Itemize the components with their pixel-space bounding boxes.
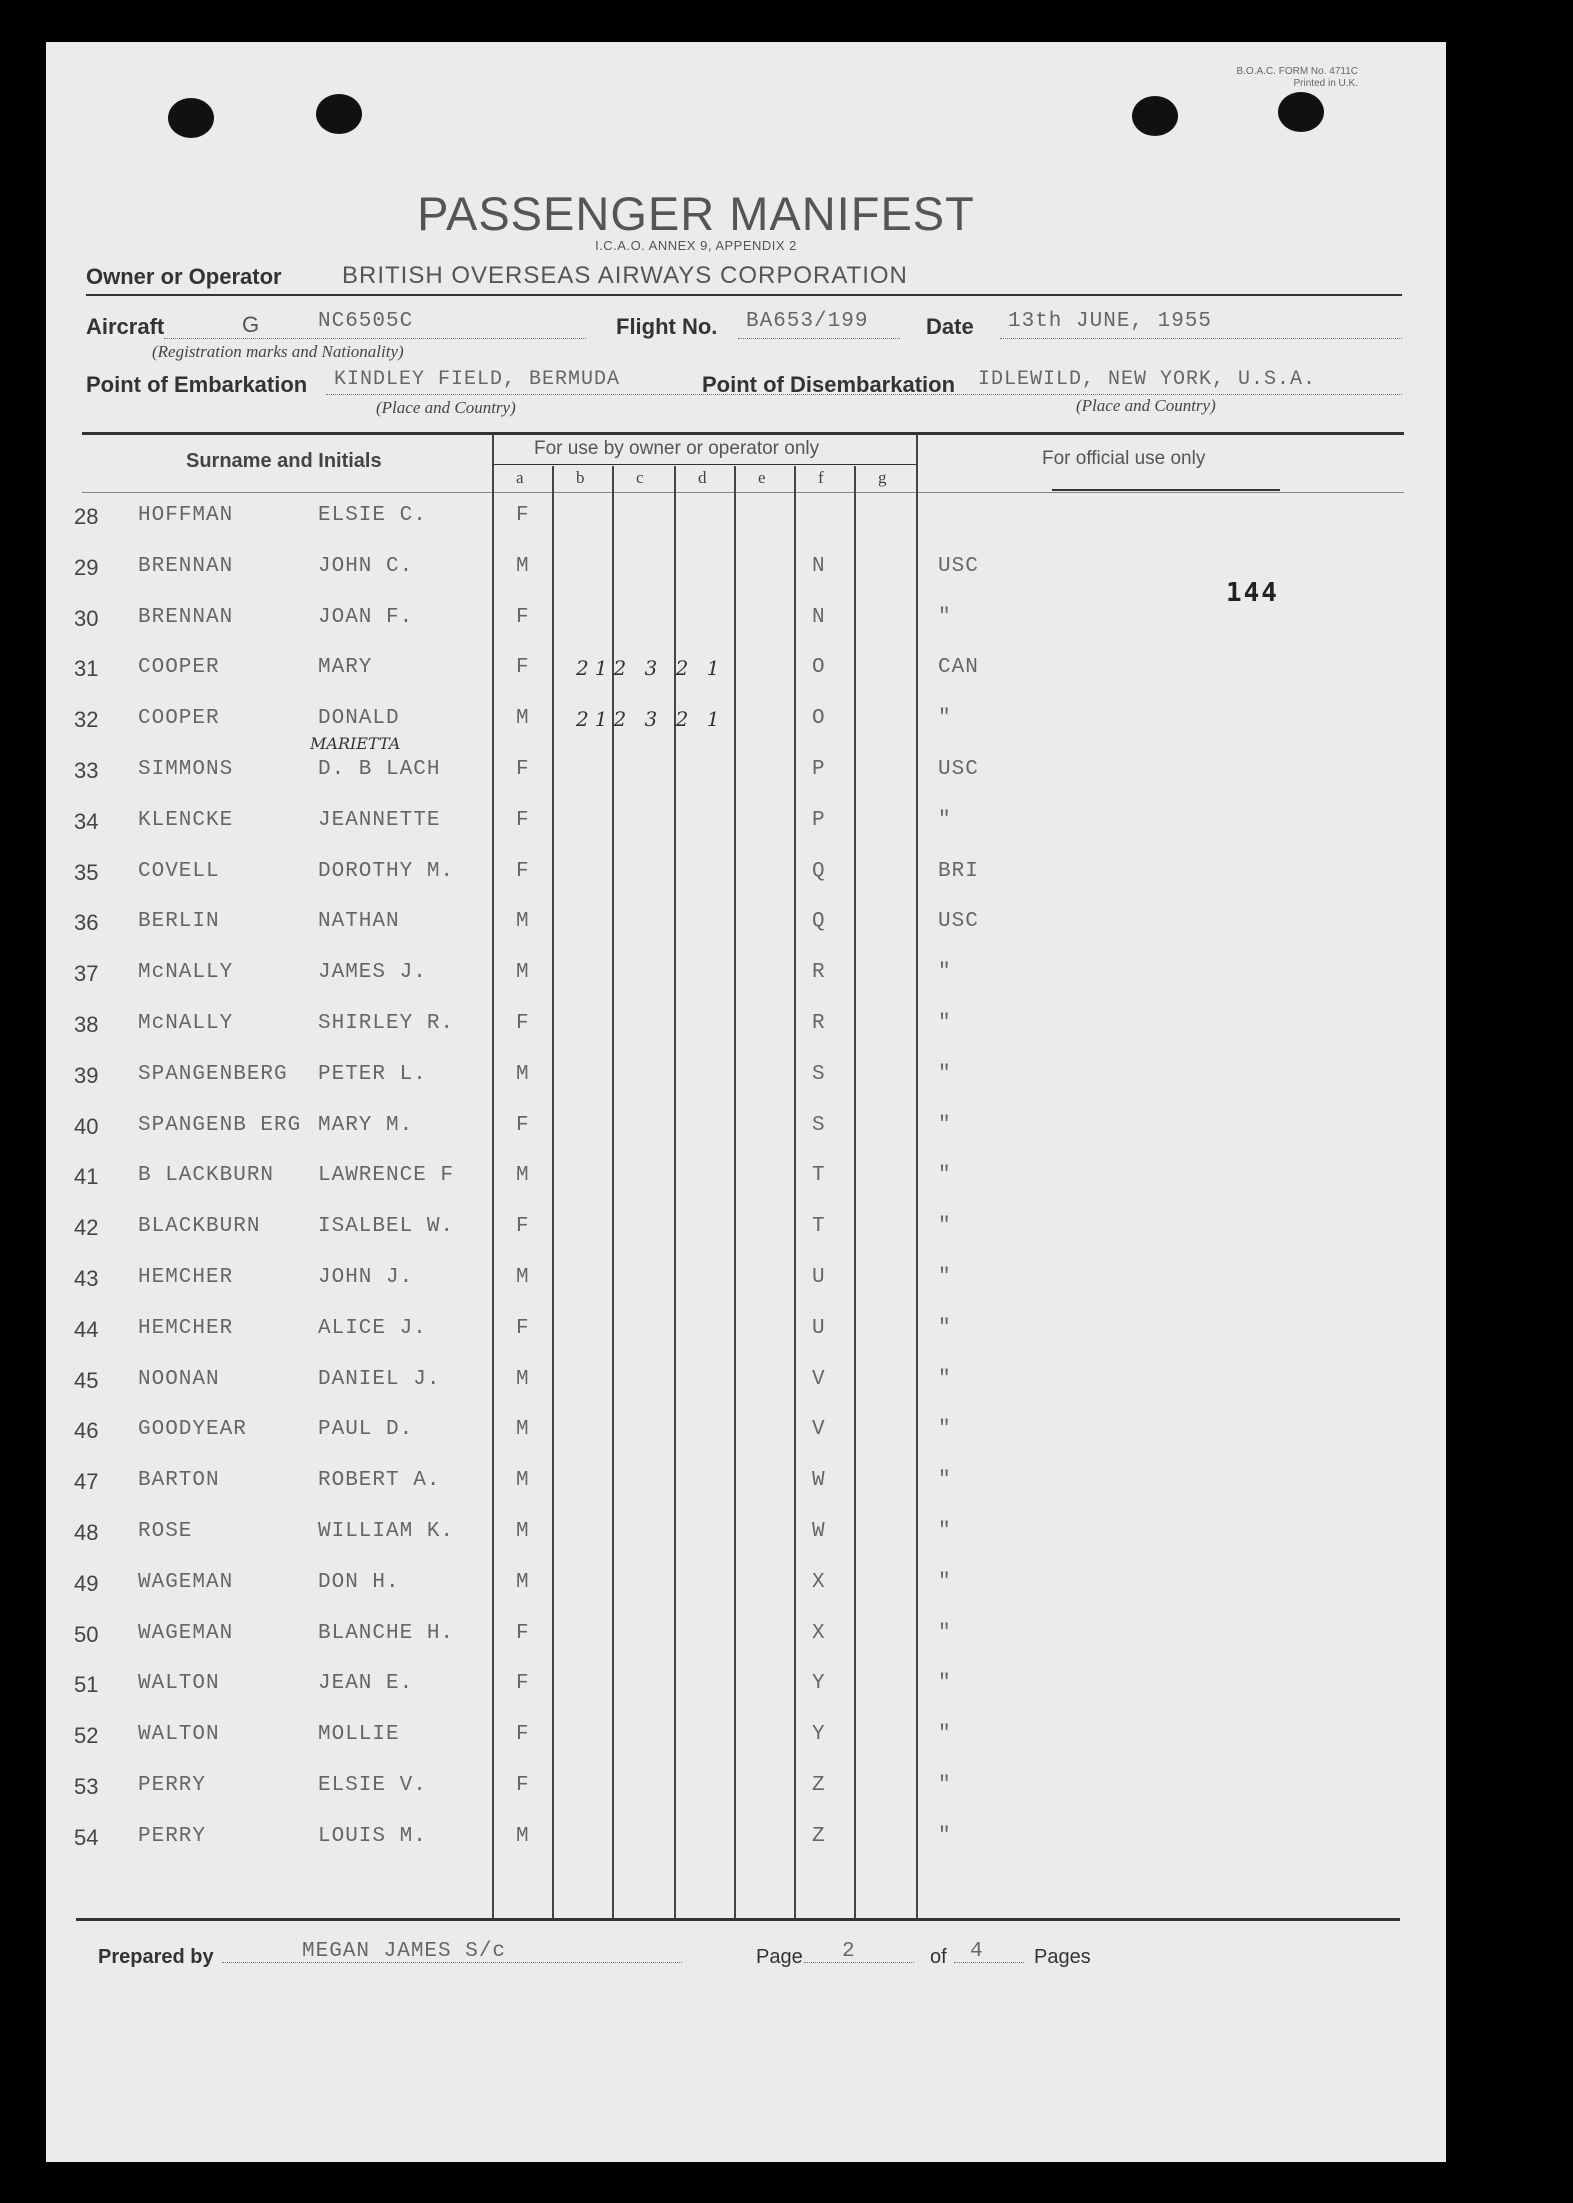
official-nationality: ": [938, 1672, 952, 1696]
col-owner-header: For use by owner or operator only: [534, 438, 820, 459]
passenger-code: W: [812, 1520, 826, 1543]
passenger-surname: BRENNAN: [138, 605, 234, 629]
passenger-sex: M: [516, 554, 530, 578]
passenger-initials: JEAN E.: [318, 1672, 414, 1696]
row-number: 45: [74, 1367, 99, 1393]
passenger-initials: JAMES J.: [318, 961, 427, 985]
passenger-initials: PAUL D.: [318, 1418, 414, 1442]
official-underline: [1052, 489, 1280, 491]
subcol-header-b: b: [576, 468, 585, 487]
official-nationality: USC: [938, 758, 979, 781]
passenger-initials: JOHN C.: [318, 554, 414, 578]
passenger-surname: COOPER: [138, 656, 220, 680]
passenger-sex: F: [516, 1774, 530, 1797]
passenger-initials: ROBERT A.: [318, 1469, 441, 1493]
passenger-code: X: [812, 1621, 826, 1645]
passenger-code: O: [812, 656, 826, 680]
row-number: 44: [74, 1316, 99, 1342]
passenger-surname: HEMCHER: [138, 1266, 234, 1289]
col-surname-header: Surname and Initials: [186, 450, 382, 472]
column-line: [674, 466, 676, 1918]
passenger-code: T: [812, 1215, 826, 1239]
passenger-initials: JEANNETTE: [318, 808, 441, 832]
passenger-code: S: [812, 1113, 826, 1137]
official-nationality: USC: [938, 554, 979, 578]
passenger-sex: F: [516, 656, 530, 680]
passenger-initials: JOHN J.: [318, 1266, 414, 1289]
passenger-surname: NOONAN: [138, 1367, 220, 1391]
official-nationality: ": [938, 1215, 952, 1239]
passenger-initials: DONALD: [318, 707, 400, 731]
row-number: 36: [74, 910, 99, 936]
row-number: 49: [74, 1570, 99, 1596]
header-bottom-rule: [82, 492, 1404, 493]
row-number: 40: [74, 1113, 99, 1139]
passenger-surname: COOPER: [138, 707, 220, 731]
passenger-surname: BERLIN: [138, 910, 220, 934]
row-number: 52: [74, 1723, 99, 1749]
passenger-surname: BLACKBURN: [138, 1215, 261, 1239]
passenger-initials: JOAN F.: [318, 605, 414, 629]
form-reference: [1236, 66, 1358, 90]
owner-label: Owner or Operator: [86, 264, 282, 289]
passenger-initials: BLANCHE H.: [318, 1621, 455, 1645]
passenger-sex: F: [516, 859, 530, 883]
passenger-code: Z: [812, 1824, 826, 1848]
official-nationality: ": [938, 605, 952, 629]
passenger-surname: KLENCKE: [138, 808, 234, 832]
subcol-header-g: g: [878, 468, 887, 487]
passenger-sex: F: [516, 1012, 530, 1035]
date-label: Date: [926, 314, 974, 339]
passenger-code: N: [812, 554, 826, 578]
passenger-surname: ROSE: [138, 1520, 193, 1543]
official-nationality: ": [938, 1367, 952, 1391]
row-number: 50: [74, 1621, 99, 1647]
passenger-code: Q: [812, 859, 826, 883]
passenger-surname: WAGEMAN: [138, 1570, 234, 1594]
passenger-surname: SPANGENBERG: [138, 1062, 288, 1086]
disembark-value: IDLEWILD, NEW YORK, U.S.A.: [978, 368, 1317, 391]
passenger-initials: ELSIE V.: [318, 1774, 427, 1797]
total-underline: [954, 1962, 1024, 1963]
passenger-sex: F: [516, 1723, 530, 1747]
passenger-initials: ISALBEL W.: [318, 1215, 455, 1239]
passenger-sex: F: [516, 1215, 530, 1239]
passenger-sex: M: [516, 1570, 530, 1594]
passenger-code: P: [812, 808, 826, 832]
official-nationality: ": [938, 1164, 952, 1188]
passenger-initials: DON H.: [318, 1570, 400, 1594]
passenger-surname: HEMCHER: [138, 1316, 234, 1340]
form-number: B.O.A.C. FORM No. 4711C: [1236, 66, 1358, 77]
aircraft-prefix: G: [242, 312, 261, 337]
page-label: Page: [756, 1946, 803, 1968]
punch-hole: [1278, 92, 1324, 132]
passenger-sex: F: [516, 808, 530, 832]
embark-value: KINDLEY FIELD, BERMUDA: [334, 368, 621, 391]
passenger-sex: M: [516, 1824, 530, 1848]
column-line: [492, 434, 494, 1918]
row-number: 37: [74, 961, 99, 987]
passenger-surname: McNALLY: [138, 1012, 234, 1035]
page-underline: [804, 1962, 914, 1963]
table-bottom-rule: [76, 1918, 1400, 1921]
passenger-code: Y: [812, 1723, 826, 1747]
passenger-code: R: [812, 961, 826, 985]
passenger-surname: WAGEMAN: [138, 1621, 234, 1645]
prepared-value: MEGAN JAMES S/c: [302, 1940, 507, 1963]
row-number: 31: [74, 656, 99, 682]
passenger-surname: BARTON: [138, 1469, 220, 1493]
official-nationality: ": [938, 707, 952, 731]
passenger-initials: PETER L.: [318, 1062, 427, 1086]
passenger-code: X: [812, 1570, 826, 1594]
official-nationality: ": [938, 1266, 952, 1289]
row-number: 32: [74, 707, 99, 733]
official-nationality: BRI: [938, 859, 979, 883]
handwritten-code: 212 3 2 1: [576, 656, 726, 681]
passenger-initials: ELSIE C.: [318, 504, 427, 527]
passenger-initials: NATHAN: [318, 910, 400, 934]
passenger-code: N: [812, 605, 826, 629]
flight-underline: [738, 338, 900, 339]
punch-hole: [1132, 96, 1178, 136]
row-number: 41: [74, 1164, 99, 1190]
punch-hole: [316, 94, 362, 134]
divider: [86, 294, 1402, 296]
passenger-surname: BRENNAN: [138, 554, 234, 578]
passenger-surname: GOODYEAR: [138, 1418, 247, 1442]
official-nationality: ": [938, 1316, 952, 1340]
official-nationality: ": [938, 1469, 952, 1493]
row-number: 43: [74, 1266, 99, 1291]
official-nationality: ": [938, 1520, 952, 1543]
passenger-sex: M: [516, 961, 530, 985]
passenger-sex: M: [516, 1418, 530, 1442]
handwritten-code: 212 3 2 1: [576, 707, 726, 732]
passenger-code: W: [812, 1469, 826, 1493]
passenger-code: T: [812, 1164, 826, 1188]
passenger-code: Q: [812, 910, 826, 934]
official-nationality: ": [938, 1113, 952, 1137]
annotation-marietta: MARIETTA: [310, 734, 401, 753]
passenger-initials: MARY M.: [318, 1113, 414, 1137]
page-subtitle: I.C.A.O. ANNEX 9, APPENDIX 2: [595, 238, 797, 253]
of-label: of: [930, 1946, 947, 1968]
official-nationality: ": [938, 808, 952, 832]
passenger-code: Z: [812, 1774, 826, 1797]
column-line: [854, 466, 856, 1918]
passenger-surname: B LACKBURN: [138, 1164, 275, 1188]
passenger-surname: COVELL: [138, 859, 220, 883]
official-nationality: USC: [938, 910, 979, 934]
official-nationality: ": [938, 1824, 952, 1848]
passenger-surname: SIMMONS: [138, 758, 234, 781]
row-number: 53: [74, 1774, 99, 1799]
passenger-sex: F: [516, 1672, 530, 1696]
passenger-sex: F: [516, 1316, 530, 1340]
passenger-sex: M: [516, 1062, 530, 1086]
passenger-code: U: [812, 1316, 826, 1340]
passenger-initials: D. B LACH: [318, 758, 441, 781]
subcol-rule: [492, 464, 918, 465]
subcol-header-c: c: [636, 468, 644, 487]
passenger-initials: DANIEL J.: [318, 1367, 441, 1391]
passenger-surname: PERRY: [138, 1774, 207, 1797]
row-number: 54: [74, 1824, 99, 1850]
row-number: 51: [74, 1672, 99, 1698]
flight-label: Flight No.: [616, 314, 718, 339]
disembark-label: Point of Disembarkation: [702, 372, 956, 397]
passenger-initials: ALICE J.: [318, 1316, 427, 1340]
flight-value: BA653/199: [746, 310, 869, 333]
embark-label: Point of Embarkation: [86, 372, 308, 397]
passenger-code: V: [812, 1367, 826, 1391]
passenger-sex: M: [516, 1266, 530, 1289]
official-nationality: ": [938, 1418, 952, 1442]
official-nationality: ": [938, 1570, 952, 1594]
passenger-sex: M: [516, 1469, 530, 1493]
official-nationality: CAN: [938, 656, 979, 680]
pages-label: Pages: [1034, 1946, 1091, 1968]
passenger-sex: F: [516, 504, 530, 527]
official-nationality: ": [938, 961, 952, 985]
column-line: [552, 466, 554, 1918]
passenger-sex: F: [516, 1621, 530, 1645]
passenger-sex: F: [516, 605, 530, 629]
row-number: 47: [74, 1469, 99, 1495]
subcol-header-e: e: [758, 468, 766, 487]
embark-note: (Place and Country): [376, 398, 516, 417]
punch-hole: [168, 98, 214, 138]
subcol-header-d: d: [698, 468, 707, 487]
passenger-surname: WALTON: [138, 1672, 220, 1696]
row-number: 42: [74, 1215, 99, 1241]
form-printed: Printed in U.K.: [1293, 78, 1358, 89]
official-nationality: ": [938, 1621, 952, 1645]
passenger-code: Y: [812, 1672, 826, 1696]
row-number: 29: [74, 554, 99, 580]
aircraft-note: (Registration marks and Nationality): [152, 342, 404, 361]
official-mark: 144: [1226, 578, 1279, 608]
manifest-sheet: [46, 42, 1446, 2162]
passenger-code: V: [812, 1418, 826, 1442]
subcol-header-f: f: [818, 468, 824, 487]
passenger-initials: LOUIS M.: [318, 1824, 427, 1848]
row-number: 38: [74, 1012, 99, 1037]
row-number: 30: [74, 605, 99, 631]
passenger-code: P: [812, 758, 826, 781]
row-number: 28: [74, 504, 99, 529]
passenger-sex: M: [516, 707, 530, 731]
column-line: [612, 466, 614, 1918]
prepared-underline: [222, 1962, 682, 1963]
column-line: [916, 434, 918, 1918]
total-pages: 4: [970, 1940, 984, 1963]
prepared-label: Prepared by: [98, 1946, 214, 1968]
passenger-surname: WALTON: [138, 1723, 220, 1747]
embark-underline: [326, 394, 1402, 395]
official-nationality: ": [938, 1774, 952, 1797]
table-top-rule: [82, 432, 1404, 435]
passenger-initials: DOROTHY M.: [318, 859, 455, 883]
row-number: 35: [74, 859, 99, 885]
official-nationality: ": [938, 1012, 952, 1035]
disembark-note: (Place and Country): [1076, 396, 1216, 415]
passenger-code: S: [812, 1062, 826, 1086]
row-number: 46: [74, 1418, 99, 1444]
column-line: [734, 466, 736, 1918]
column-line: [794, 466, 796, 1918]
subcol-header-a: a: [516, 468, 524, 487]
official-nationality: ": [938, 1062, 952, 1086]
row-number: 34: [74, 808, 99, 834]
passenger-code: R: [812, 1012, 826, 1035]
row-number: 33: [74, 758, 99, 783]
passenger-initials: MOLLIE: [318, 1723, 400, 1747]
row-number: 39: [74, 1062, 99, 1088]
passenger-sex: M: [516, 1367, 530, 1391]
aircraft-label: Aircraft: [86, 314, 165, 339]
passenger-sex: F: [516, 758, 530, 781]
aircraft-underline: [164, 338, 586, 339]
passenger-initials: LAWRENCE F: [318, 1164, 455, 1188]
row-number: 48: [74, 1520, 99, 1545]
passenger-surname: HOFFMAN: [138, 504, 234, 527]
col-official-header: For official use only: [1042, 448, 1206, 469]
passenger-surname: PERRY: [138, 1824, 207, 1848]
passenger-initials: MARY: [318, 656, 373, 680]
owner-value: BRITISH OVERSEAS AIRWAYS CORPORATION: [342, 262, 908, 289]
passenger-sex: M: [516, 1164, 530, 1188]
date-value: 13th JUNE, 1955: [1008, 310, 1213, 333]
passenger-sex: F: [516, 1113, 530, 1137]
passenger-code: O: [812, 707, 826, 731]
passenger-code: U: [812, 1266, 826, 1289]
date-underline: [1000, 338, 1402, 339]
passenger-surname: McNALLY: [138, 961, 234, 985]
passenger-initials: WILLIAM K.: [318, 1520, 455, 1543]
passenger-surname: SPANGENB ERG: [138, 1113, 302, 1137]
aircraft-value: NC6505C: [318, 310, 414, 333]
passenger-initials: SHIRLEY R.: [318, 1012, 455, 1035]
page-title: PASSENGER MANIFEST: [417, 187, 975, 240]
page-value: 2: [842, 1940, 856, 1963]
official-nationality: ": [938, 1723, 952, 1747]
passenger-sex: M: [516, 1520, 530, 1543]
passenger-sex: M: [516, 910, 530, 934]
